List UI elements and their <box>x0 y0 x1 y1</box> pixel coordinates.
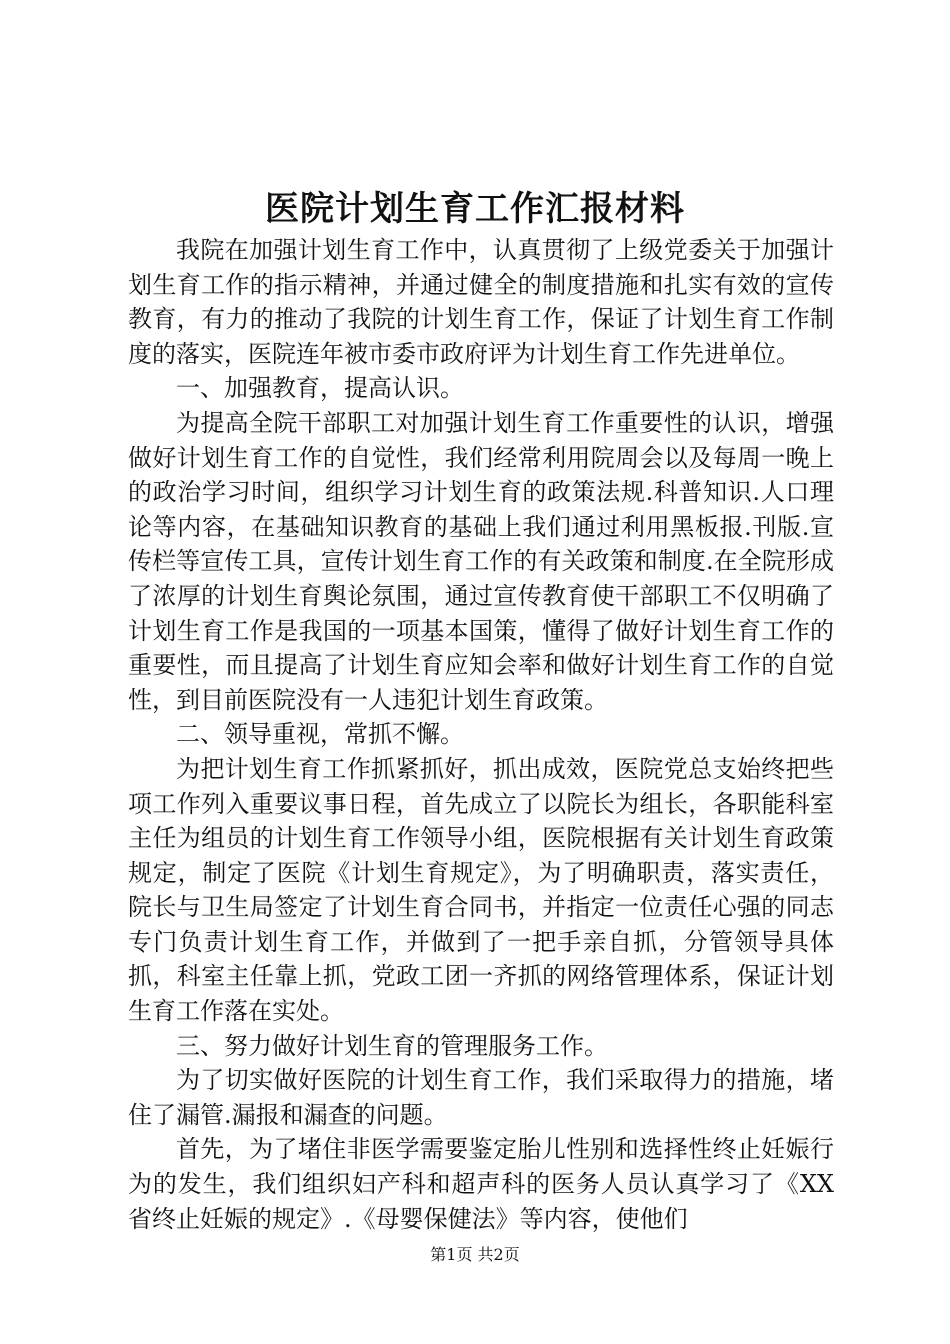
paragraph-management: 为了切实做好医院的计划生育工作，我们采取得力的措施，堵住了漏管.漏报和漏查的问题。 <box>128 1066 834 1129</box>
section-heading-3: 三、努力做好计划生育的管理服务工作。 <box>176 1031 608 1060</box>
section-heading-2: 二、领导重视，常抓不懈。 <box>176 720 464 749</box>
paragraph-leadership: 为把计划生育工作抓紧抓好，抓出成效，医院党总支始终把些项工作列入重要议事日程，首先成立了以院长为组长，各职能科室主任为组员的计划生育工作领导小组，医院根据有关计划生育政策规定，制定了医院《计划生育规定》，为了明确职责，落实责任，院长与卫生局签定了计划生育合同书，并指定一位责任心强的同志专门负责计划生育工作，并做到了一把手亲自抓，分管领导具体抓，科室主任靠上抓，党政工团一齐抓的网络管理体系，保证计划生育工作落在实处。 <box>128 754 834 1026</box>
paragraph-first-measure: 首先，为了堵住非医学需要鉴定胎儿性别和选择性终止妊娠行为的发生，我们组织妇产科和超声科的医务人员认真学习了《XX省终止妊娠的规定》.《母婴保健法》等内容，使他们 <box>128 1135 834 1233</box>
document-title: 医院计划生育工作汇报材料 <box>265 189 685 229</box>
document-body <box>128 233 834 1236</box>
paragraph-education: 为提高全院干部职工对加强计划生育工作重要性的认识，增强做好计划生育工作的自觉性，我们经常利用院周会以及每周一晚上的政治学习时间，组织学习计划生育的政策法规.科普知识.人口理论等内容，在基础知识教育的基础上我们通过利用黑板报.刊版.宣传栏等宣传工具，宣传计划生育工作的有关政策和制度.在全院形成了浓厚的计划生育舆论氛围，通过宣传教育使干部职工不仅明确了计划生育工作是我国的一项基本国策，懂得了做好计划生育工作的重要性，而且提高了计划生育应知会率和做好计划生育工作的自觉性，到目前医院没有一人违犯计划生育政策。 <box>128 408 834 714</box>
section-heading-1: 一、加强教育，提高认识。 <box>176 374 464 403</box>
page-footer: 第1页 共2页 <box>430 1245 520 1264</box>
paragraph-intro: 我院在加强计划生育工作中，认真贯彻了上级党委关于加强计划生育工作的指示精神，并通过健全的制度措施和扎实有效的宣传教育，有力的推动了我院的计划生育工作，保证了计划生育工作制度的落实，医院连年被市委市政府评为计划生育工作先进单位。 <box>128 236 834 368</box>
